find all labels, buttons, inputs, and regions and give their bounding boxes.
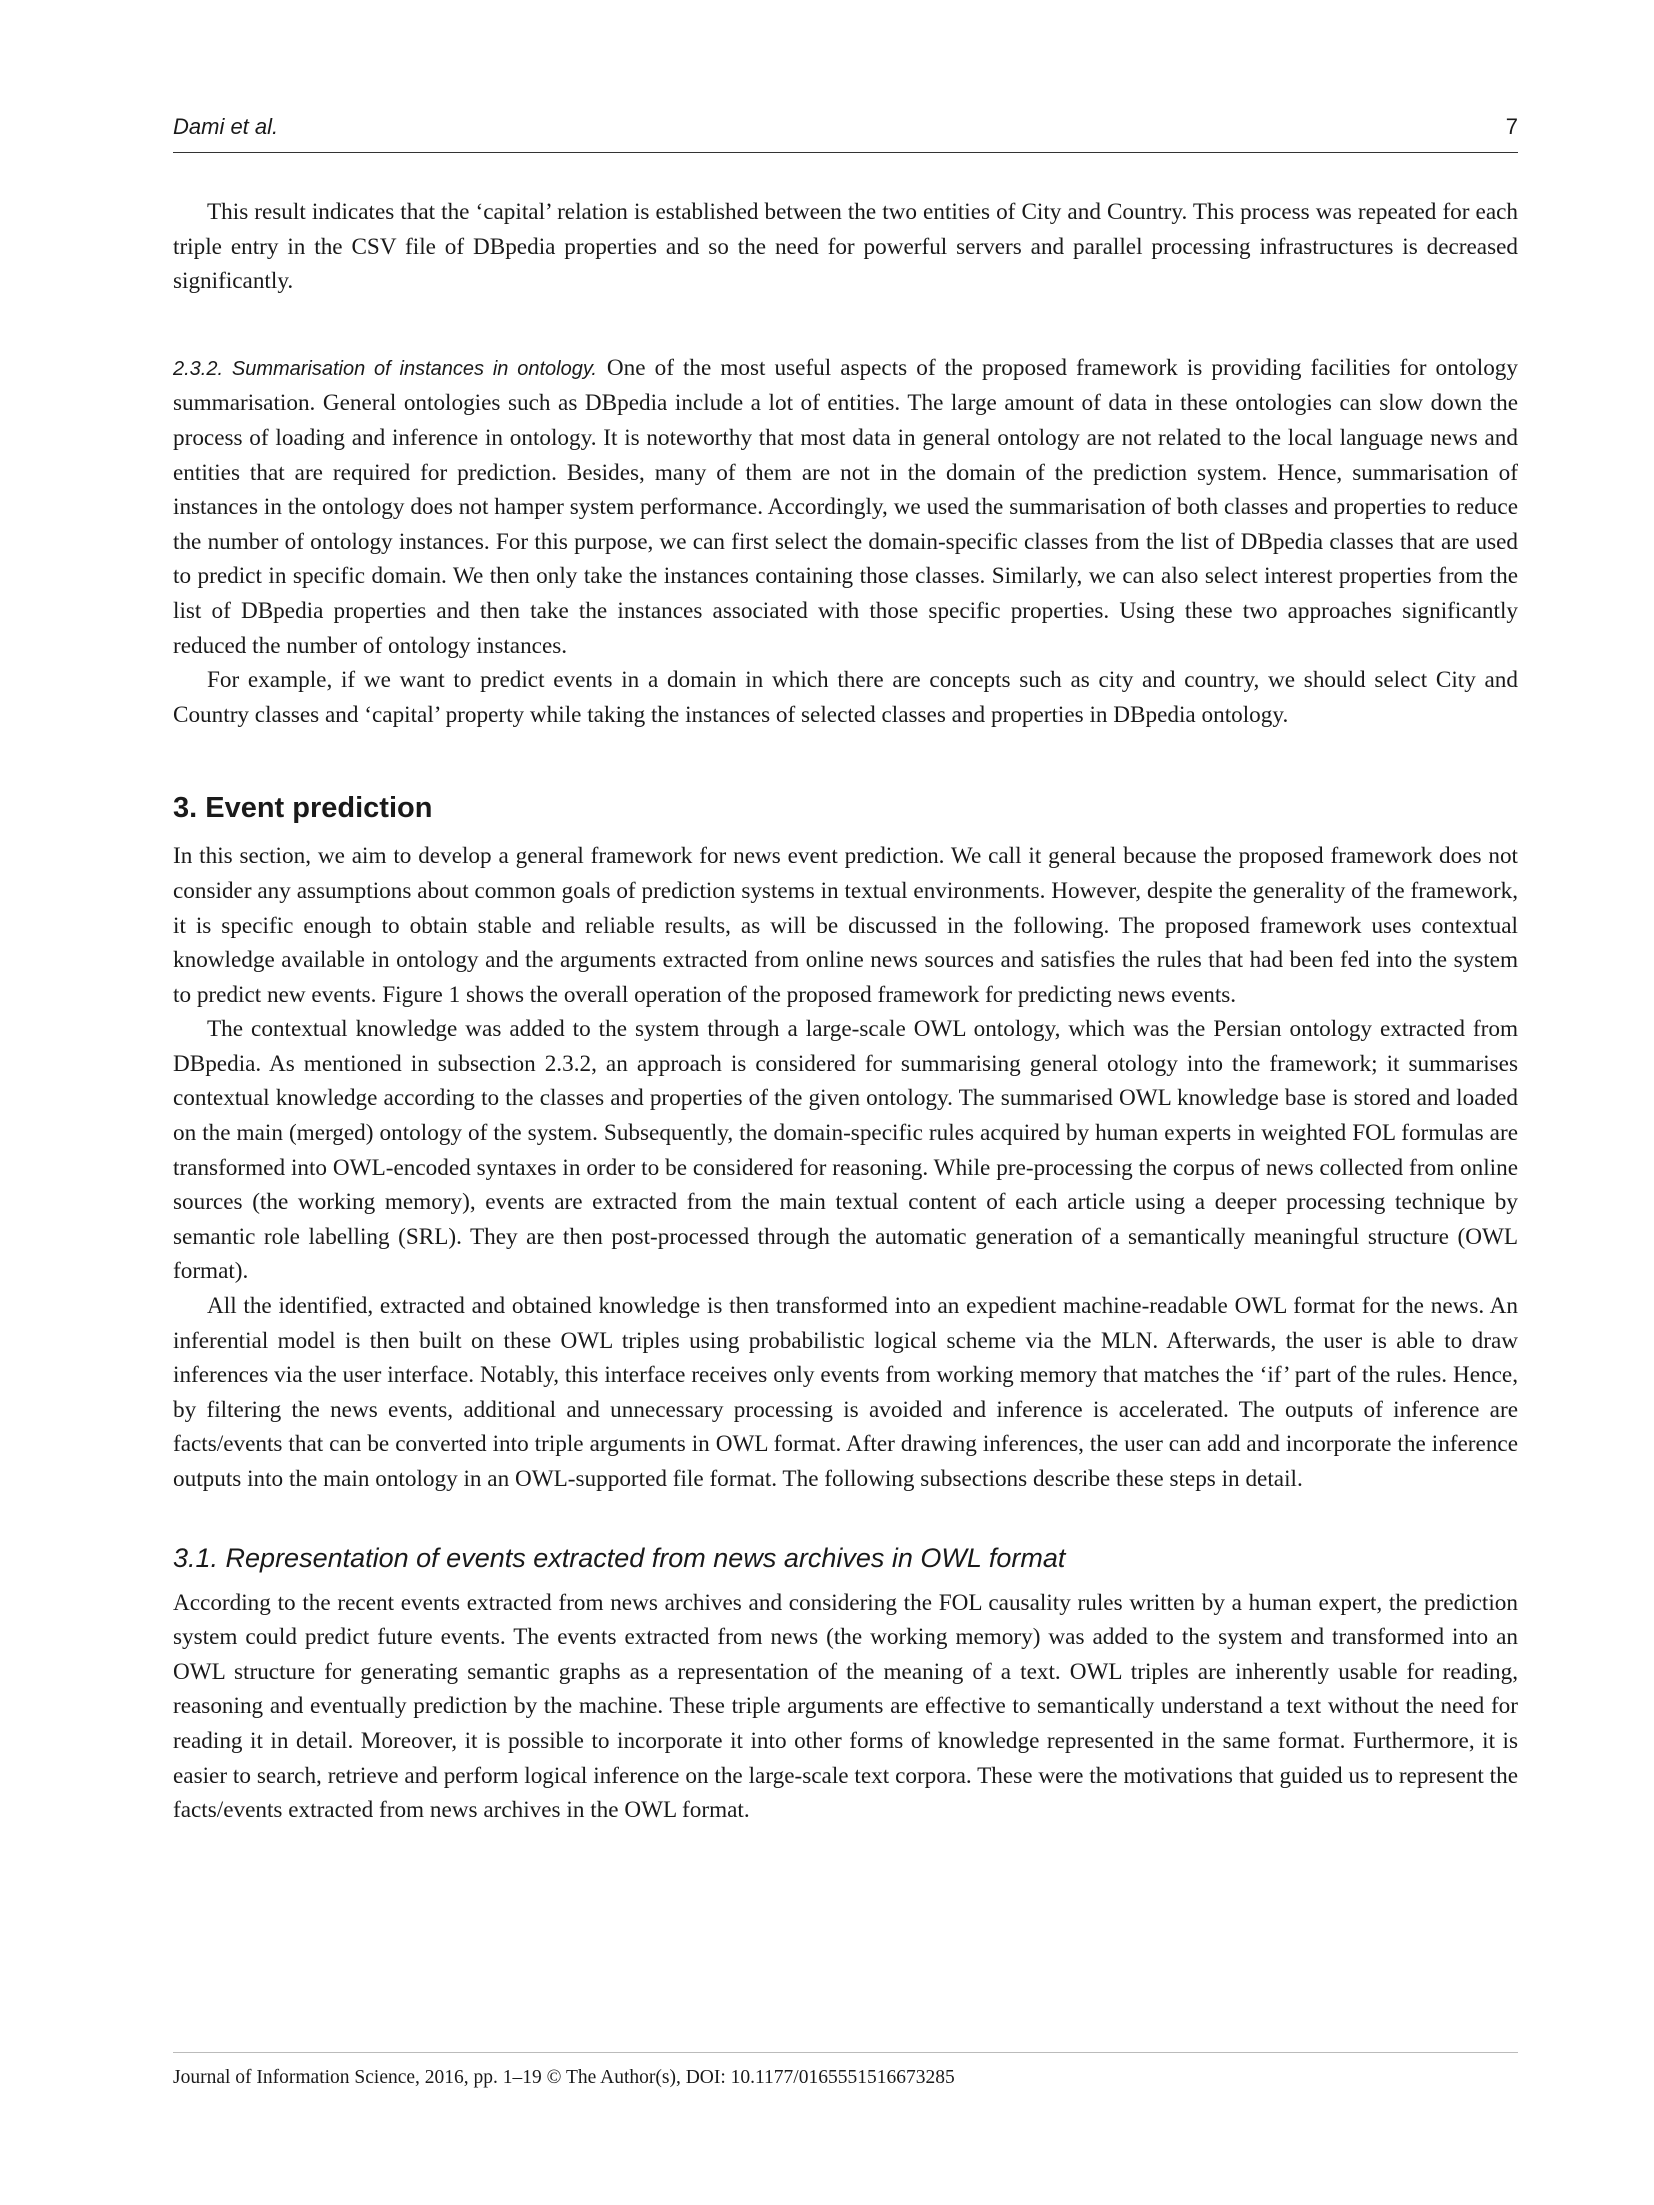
subsection-2-3-2-paragraph-2: For example, if we want to predict events in a domain in which there are concepts such as city and country, we should select City and Country classes and ‘capital’ property while taking the instances of selected classes and properties in DBpedia ontology.: [173, 667, 1518, 728]
footer-citation: Journal of Information Science, 2016, pp. 1–19 © The Author(s), DOI: 10.1177/0165551516673285: [173, 2067, 955, 2088]
intro-paragraph: This result indicates that the ‘capital’ relation is established between the two entities of City and Country. This process was repeated for each triple entry in the CSV file of DBpedia properties and so the need for powerful servers and parallel processing infrastructures is decreased significantly.: [173, 199, 1518, 295]
page-footer: [173, 2052, 1518, 2089]
subsection-2-3-2-heading: 2.3.2. Summarisation of instances in ontology.: [173, 357, 597, 380]
page-number: 7: [1505, 114, 1518, 139]
subsection-3-1-heading: 3.1. Representation of events extracted from news archives in OWL format: [173, 1542, 1066, 1573]
subsection-3-1-paragraph-1: According to the recent events extracted from news archives and considering the FOL causality rules written by a human expert, the prediction system could predict future events. The events extracted from news (the working memory) was added to the system and transformed into an OWL structure for generating semantic graphs as a representation of the meaning of a text. OWL triples are inherently usable for reading, reasoning and eventually prediction by the machine. These triple arguments are effective to semantically understand a text without the need for reading it in detail. Moreover, it is possible to incorporate it into other forms of knowledge represented in the same format. Furthermore, it is easier to search, retrieve and perform logical inference on the large-scale text corpora. These were the motivations that guided us to represent the facts/events extracted from news archives in the OWL format.: [173, 1589, 1518, 1824]
page-content: [173, 108, 1518, 1828]
section-3-paragraph-2: The contextual knowledge was added to the system through a large-scale OWL ontology, which was the Persian ontology extracted from DBpedia. As mentioned in subsection 2.3.2, an approach is considered for summarising general otology into the framework; it summarises contextual knowledge according to the classes and properties of the given ontology. The summarised OWL knowledge base is stored and loaded on the main (merged) ontology of the system. Subsequently, the domain-specific rules acquired by human experts in weighted FOL formulas are transformed into OWL-encoded syntaxes in order to be considered for reasoning. While pre-processing the corpus of news collected from online sources (the working memory), events are extracted from the main textual content of each article using a deeper processing technique by semantic role labelling (SRL). They are then post-processed through the automatic generation of a semantically meaningful structure (OWL format).: [173, 1016, 1518, 1285]
subsection-2-3-2-paragraph-1: [173, 351, 1518, 663]
section-3-heading: 3. Event prediction: [173, 792, 433, 825]
subsection-2-3-2-text-1: One of the most useful aspects of the proposed framework is providing facilities for ontology summarisation. General ontologies such as DBpedia include a lot of entities. The large amount of data in these ontologies can slow down the process of loading and inference in ontology. It is noteworthy that most data in general ontology are not related to the local language news and entities that are required for prediction. Besides, many of them are not in the domain of the prediction system. Hence, summarisation of instances in the ontology does not hamper system performance. Accordingly, we used the summarisation of both classes and properties to reduce the number of ontology instances. For this purpose, we can first select the domain-specific classes from the list of DBpedia classes that are used to predict in specific domain. We then only take the instances containing those classes. Similarly, we can also select interest properties from the list of DBpedia properties and then take the instances associated with those specific properties. Using these two approaches significantly reduced the number of ontology instances.: [173, 354, 1518, 659]
subsection-2-3-2: [173, 351, 1518, 733]
section-3-paragraph-1: In this section, we aim to develop a general framework for news event prediction. We call it general because the proposed framework does not consider any assumptions about common goals of prediction systems in textual environments. However, despite the generality of the framework, it is specific enough to obtain stable and reliable results, as will be discussed in the following. The proposed framework uses contextual knowledge available in ontology and the arguments extracted from online news sources and satisfies the rules that had been fed into the system to predict new events. Figure 1 shows the overall operation of the proposed framework for predicting news events.: [173, 843, 1518, 1008]
intro-block: [173, 195, 1518, 299]
header-authors: Dami et al.: [173, 114, 279, 139]
running-header: [173, 108, 1518, 153]
section-3-paragraph-3: All the identified, extracted and obtained knowledge is then transformed into an expedient machine-readable OWL format for the news. An inferential model is then built on these OWL triples using probabilistic logical scheme via the MLN. Afterwards, the user is able to draw inferences via the user interface. Notably, this interface receives only events from working memory that matches the ‘if’ part of the rules. Hence, by filtering the news events, additional and unnecessary processing is avoided and inference is accelerated. The outputs of inference are facts/events that can be converted into triple arguments in OWL format. After drawing inferences, the user can add and incorporate the inference outputs into the main ontology in an OWL-supported file format. The following subsections describe these steps in detail.: [173, 1293, 1518, 1492]
